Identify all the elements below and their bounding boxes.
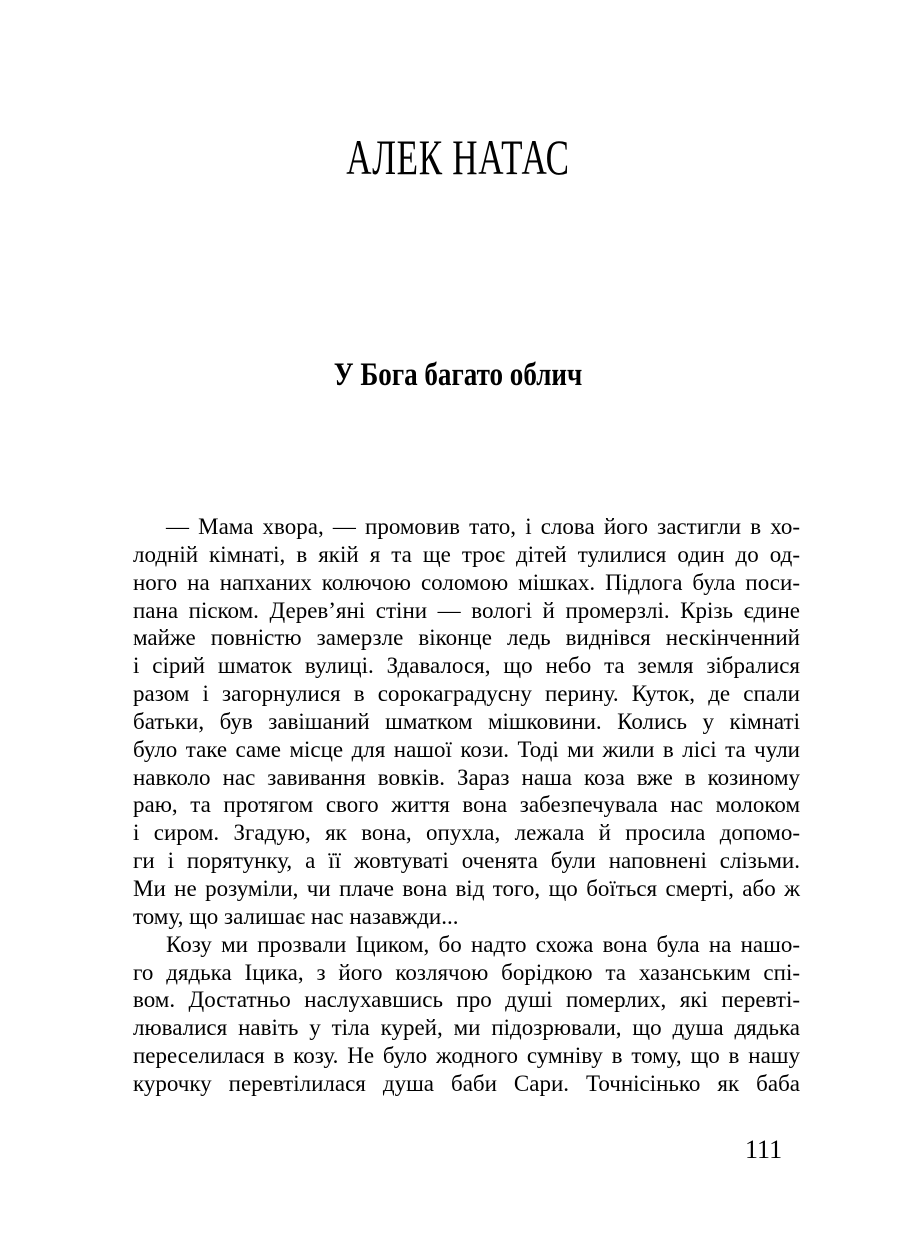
text-line: Козу ми прозвали Іциком, бо надто схожа вона була на нашо-	[166, 931, 800, 957]
author-name: АЛЕК НАТАС	[346, 129, 570, 185]
text-line: разом і загорнулися в сорокаградусну перину. Куток, де спали	[133, 681, 800, 707]
text-line: навколо нас завивання вовків. Зараз наша коза вже в козиному	[133, 764, 800, 790]
text-line: майже повністю замерзле віконце ледь виднівся нескінченний	[133, 625, 800, 651]
page-number: 111	[745, 1135, 783, 1164]
chapter-title: У Бога багато облич	[333, 357, 583, 393]
text-line: батьки, був завішаний шматком мішковини. Колись у кімнаті	[133, 708, 800, 734]
text-line: вом. Достатньо наслухавшись про душі померлих, які перевті-	[133, 987, 800, 1013]
text-line: курочку перевтілилася душа баби Сари. Точнісінько як баба	[133, 1070, 800, 1096]
text-line: пана піском. Дерев’яні стіни — вологі й промерзлі. Крізь єдине	[133, 597, 800, 623]
text-line: Ми не розуміли, чи плаче вона від того, що боїться смерті, або ж	[133, 875, 800, 901]
paragraph	[133, 513, 800, 931]
paragraph	[133, 931, 800, 1098]
text-line: і сиром. Згадую, як вона, опухла, лежала й просила допомо-	[133, 820, 800, 846]
text-line: переселилася в козу. Не було жодного сумніву в тому, що в нашу	[133, 1043, 800, 1069]
text-line: ного на напханих колючою соломою мішках. Підлога була поси-	[133, 569, 800, 595]
text-line: було таке саме місце для нашої кози. Тоді ми жили в лісі та чули	[133, 736, 800, 762]
text-line: лювалися навіть у тіла курей, ми підозрювали, що душа дядька	[133, 1015, 800, 1041]
text-line: го дядька Іцика, з його козлячою борідкою та хазанським спі-	[133, 959, 800, 985]
text-line: ги і порятунку, а її жовтуваті оченята були наповнені слізьми.	[133, 848, 800, 874]
body-text	[133, 513, 800, 1098]
text-line: лодній кімнаті, в якій я та ще троє дітей тулилися один до од-	[133, 541, 800, 567]
text-line: тому, що залишає нас назавжди...	[133, 903, 459, 929]
text-line: — Мама хвора, — промовив тато, і слова його застигли в хо-	[166, 514, 800, 539]
text-line: і сірий шматок вулиці. Здавалося, що небо та земля зібралися	[133, 653, 800, 679]
text-line: раю, та протягом свого життя вона забезпечувала нас молоком	[133, 792, 800, 818]
